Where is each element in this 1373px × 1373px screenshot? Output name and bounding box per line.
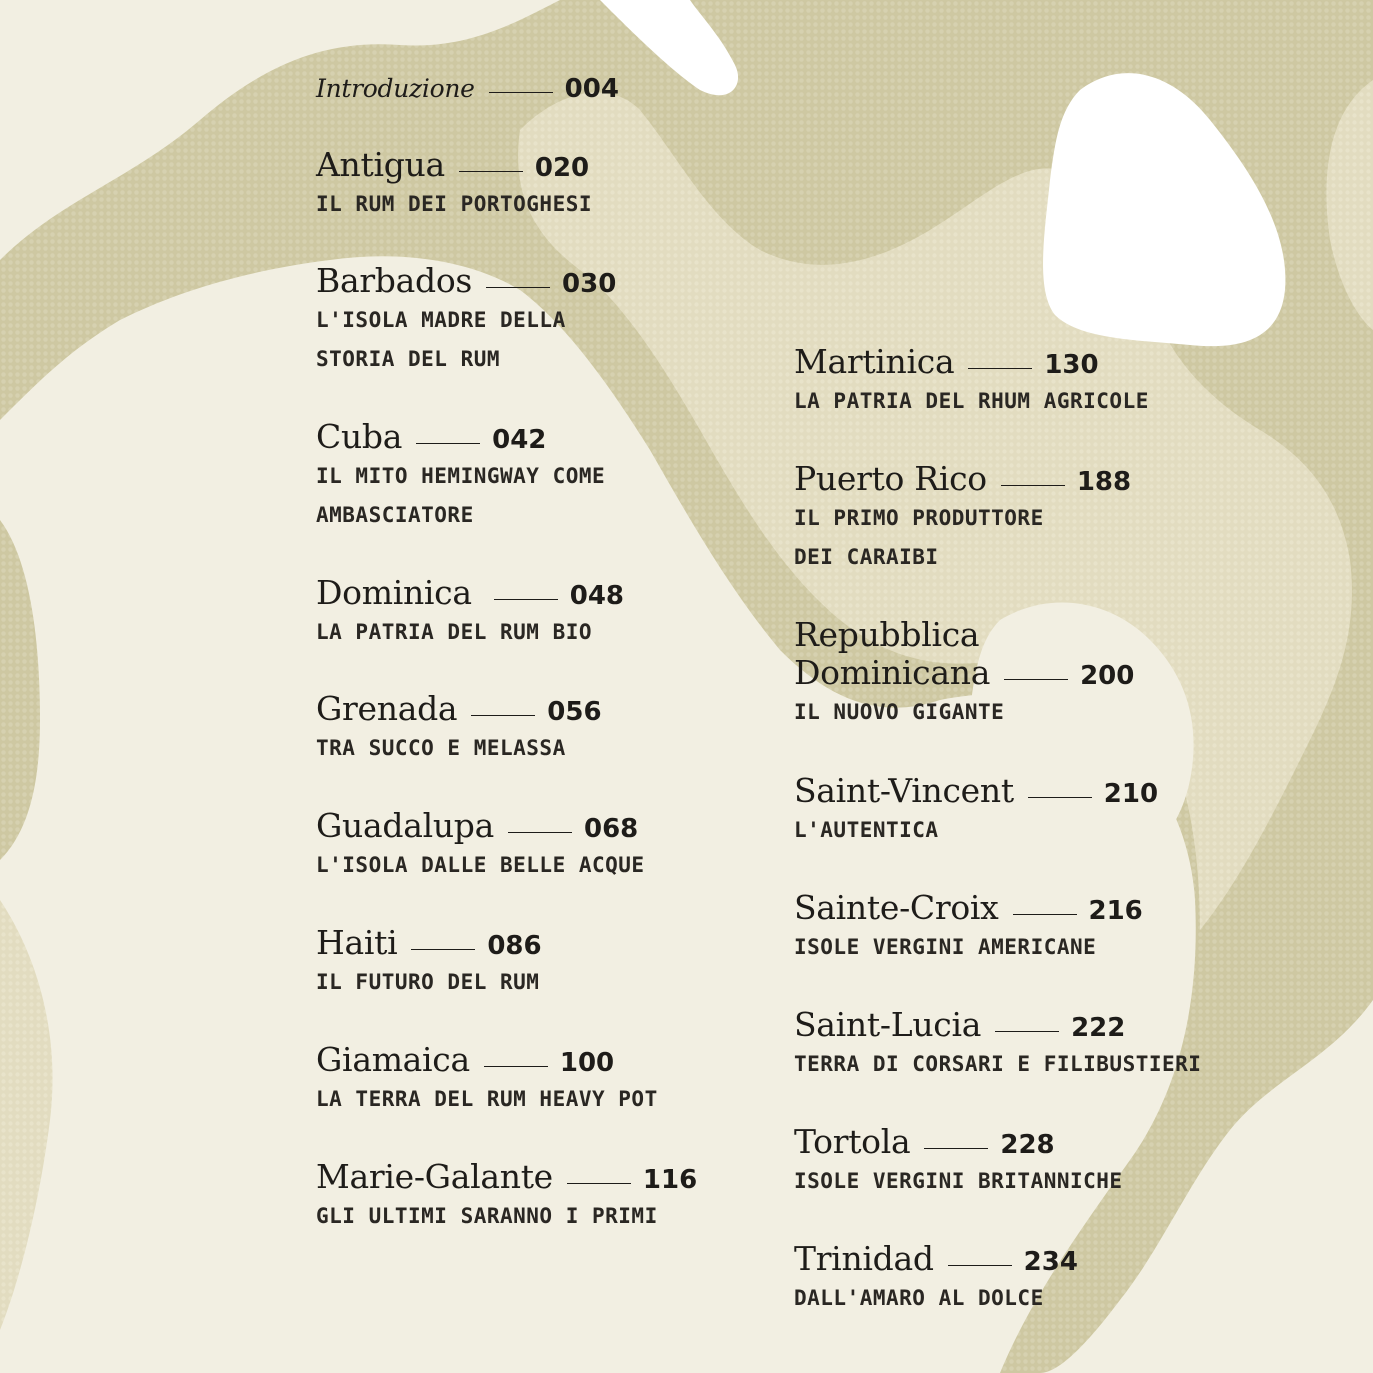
page-number: 048 bbox=[569, 581, 625, 611]
entry-subtitle bbox=[794, 382, 1149, 421]
entry-subtitle bbox=[794, 1045, 1201, 1084]
page-number: 068 bbox=[584, 814, 639, 844]
subtitle-line: DEI CARAIBI bbox=[794, 545, 939, 569]
toc-entry-introduzione[interactable] bbox=[316, 70, 619, 108]
leader-line bbox=[948, 1265, 1012, 1266]
toc-entry-giamaica[interactable] bbox=[316, 1041, 658, 1119]
page-number: 056 bbox=[547, 697, 602, 727]
subtitle-line: TRA SUCCO E MELASSA bbox=[316, 736, 566, 760]
entry-title: Antigua bbox=[316, 145, 445, 184]
page-number: 210 bbox=[1103, 779, 1159, 809]
toc-entry-guadalupa[interactable] bbox=[316, 807, 645, 885]
leader-line bbox=[484, 1066, 548, 1067]
leader-line bbox=[995, 1031, 1059, 1032]
leader-line bbox=[489, 92, 553, 93]
leader-line bbox=[508, 832, 572, 833]
page-number: 116 bbox=[642, 1165, 698, 1195]
entry-title: Giamaica bbox=[316, 1040, 470, 1079]
leader-line bbox=[411, 949, 475, 950]
entry-title: Grenada bbox=[316, 689, 458, 728]
entry-title: Tortola bbox=[794, 1122, 911, 1161]
entry-title: Saint-Lucia bbox=[794, 1005, 982, 1044]
subtitle-line: IL FUTURO DEL RUM bbox=[316, 970, 540, 994]
subtitle-line: IL PRIMO PRODUTTORE bbox=[794, 506, 1044, 530]
entry-title: Barbados bbox=[316, 261, 473, 300]
toc-entry-dominica[interactable] bbox=[316, 574, 624, 652]
entry-subtitle bbox=[316, 613, 624, 652]
page-number: 188 bbox=[1076, 467, 1132, 497]
toc-entry-haiti[interactable] bbox=[316, 924, 542, 1002]
toc-entry-marie-galante[interactable] bbox=[316, 1158, 697, 1236]
subtitle-line: L'AUTENTICA bbox=[794, 818, 939, 842]
page-number: 042 bbox=[492, 425, 547, 455]
entry-title: Dominica bbox=[316, 573, 472, 612]
toc-entry-martinica[interactable] bbox=[794, 343, 1149, 421]
entry-title: Guadalupa bbox=[316, 806, 494, 845]
toc-entry-saint-lucia[interactable] bbox=[794, 1006, 1201, 1084]
page-number: 020 bbox=[534, 153, 590, 183]
entry-title: Martinica bbox=[794, 342, 955, 381]
leader-line bbox=[494, 599, 558, 600]
entry-title-line: Dominicana bbox=[794, 653, 991, 692]
entry-title: Cuba bbox=[316, 417, 403, 456]
leader-line bbox=[1028, 797, 1092, 798]
toc-entry-repubblica-dominicana[interactable] bbox=[794, 616, 1134, 732]
entry-subtitle bbox=[794, 928, 1143, 967]
subtitle-line: LA PATRIA DEL RHUM AGRICOLE bbox=[794, 389, 1149, 413]
subtitle-line: LA PATRIA DEL RUM BIO bbox=[316, 620, 593, 644]
page-number: 130 bbox=[1044, 350, 1099, 380]
toc-entry-grenada[interactable] bbox=[316, 690, 602, 768]
entry-subtitle bbox=[316, 1080, 658, 1119]
subtitle-line: IL NUOVO GIGANTE bbox=[794, 700, 1005, 724]
entry-title: Introduzione bbox=[316, 74, 475, 103]
subtitle-line: GLI ULTIMI SARANNO I PRIMI bbox=[316, 1204, 658, 1228]
page-number: 100 bbox=[559, 1048, 615, 1078]
entry-subtitle bbox=[794, 1279, 1078, 1318]
toc-entry-barbados[interactable] bbox=[316, 262, 616, 379]
entry-title-line: Repubblica bbox=[794, 615, 980, 654]
subtitle-line: LA TERRA DEL RUM HEAVY POT bbox=[316, 1087, 658, 1111]
page-number: 030 bbox=[562, 269, 617, 299]
entry-subtitle bbox=[316, 846, 645, 885]
entry-title: Saint-Vincent bbox=[794, 771, 1014, 810]
subtitle-line: STORIA DEL RUM bbox=[316, 347, 501, 371]
leader-line bbox=[416, 443, 480, 444]
entry-subtitle bbox=[316, 729, 602, 768]
leader-line bbox=[567, 1183, 631, 1184]
leader-line bbox=[1013, 914, 1077, 915]
subtitle-line: L'ISOLA MADRE DELLA bbox=[316, 308, 566, 332]
entry-subtitle bbox=[316, 185, 592, 224]
entry-subtitle bbox=[316, 301, 616, 379]
leader-line bbox=[924, 1148, 988, 1149]
toc-entry-puerto-rico[interactable] bbox=[794, 460, 1131, 577]
toc-entry-trinidad[interactable] bbox=[794, 1240, 1078, 1318]
page-number: 004 bbox=[564, 74, 619, 104]
toc-entry-antigua[interactable] bbox=[316, 146, 592, 224]
entry-title: Marie-Galante bbox=[316, 1157, 553, 1196]
subtitle-line: IL RUM DEI PORTOGHESI bbox=[316, 192, 593, 216]
entry-title: Puerto Rico bbox=[794, 459, 987, 498]
page-number: 228 bbox=[1000, 1130, 1055, 1160]
page-number: 216 bbox=[1088, 896, 1143, 926]
entry-subtitle bbox=[794, 1162, 1123, 1201]
entry-subtitle bbox=[316, 1197, 697, 1236]
entry-title: Haiti bbox=[316, 923, 398, 962]
page-number: 086 bbox=[487, 931, 542, 961]
subtitle-line: ISOLE VERGINI AMERICANE bbox=[794, 935, 1097, 959]
leader-line bbox=[1001, 485, 1065, 486]
page-number: 234 bbox=[1023, 1247, 1078, 1277]
leader-line bbox=[968, 368, 1032, 369]
entry-subtitle bbox=[316, 963, 542, 1002]
subtitle-line: DALL'AMARO AL DOLCE bbox=[794, 1286, 1044, 1310]
toc-entry-cuba[interactable] bbox=[316, 418, 605, 535]
entry-subtitle bbox=[794, 811, 1158, 850]
entry-subtitle bbox=[794, 693, 1134, 732]
entry-subtitle bbox=[316, 457, 605, 535]
leader-line bbox=[486, 287, 550, 288]
page-number: 200 bbox=[1080, 661, 1135, 691]
entry-title: Sainte-Croix bbox=[794, 888, 999, 927]
subtitle-line: AMBASCIATORE bbox=[316, 503, 474, 527]
leader-line bbox=[1004, 679, 1068, 680]
subtitle-line: IL MITO HEMINGWAY COME bbox=[316, 464, 606, 488]
subtitle-line: ISOLE VERGINI BRITANNICHE bbox=[794, 1169, 1123, 1193]
leader-line bbox=[471, 715, 535, 716]
leader-line bbox=[459, 171, 523, 172]
subtitle-line: L'ISOLA DALLE BELLE ACQUE bbox=[316, 853, 645, 877]
page-number: 222 bbox=[1071, 1013, 1126, 1043]
entry-title: Trinidad bbox=[794, 1239, 934, 1278]
toc-entry-saint-vincent[interactable] bbox=[794, 772, 1158, 850]
toc-entry-sainte-croix[interactable] bbox=[794, 889, 1143, 967]
toc-entry-tortola[interactable] bbox=[794, 1123, 1123, 1201]
subtitle-line: TERRA DI CORSARI E FILIBUSTIERI bbox=[794, 1052, 1202, 1076]
entry-subtitle bbox=[794, 499, 1131, 577]
